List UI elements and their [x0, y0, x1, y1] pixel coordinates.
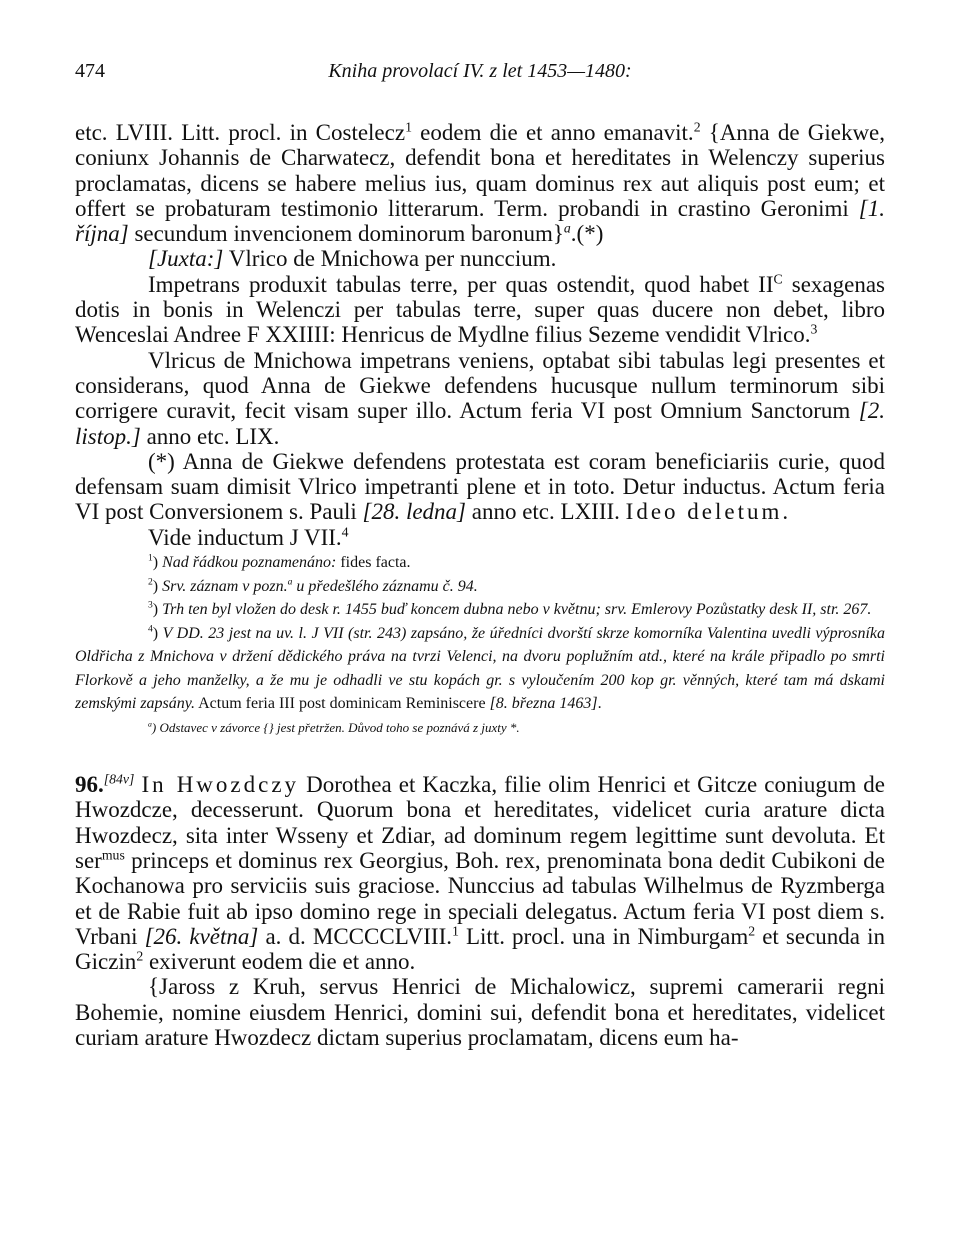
- paragraph: [75, 974, 885, 1050]
- footnote: $^a$) Odstavec v závorce {} jest přetržen. Důvod toho se poznává z juxty *.: [148, 719, 520, 735]
- text-run: fides facta.: [336, 554, 411, 572]
- text-run: anno etc. LXIII.: [466, 499, 626, 525]
- running-title: Kniha provolací IV. z let 1453—1480:: [328, 60, 632, 82]
- footnote-ref: 1: [451, 923, 459, 939]
- text-run: Trh ten byl vložen do desk r. 1455 buď koncem dubna nebo v květnu; srv. Emlerovy Pozůstatky desk II, str. 267.: [162, 601, 872, 619]
- text-run: Dorothea et Kaczka, filie olim Henrici et Gitcze coniugum de Hwozdcze, decesserunt. Quorum bona et hereditates, videlicet curia arature dicta Hwozdecz, sita inter Wsseny et Zdiar, ad dominum regem legittime sunt devoluta. Et ser: [75, 772, 886, 873]
- footnote: $^3$) Trh ten byl vložen do desk r. 1455 buď koncem dubna nebo v květnu; srv. Emlerovy Pozůstatky desk II, str. 267.: [148, 599, 872, 619]
- paragraph: [75, 772, 885, 974]
- footnote-mark: 3: [148, 599, 153, 611]
- footnote-mark: 1: [148, 552, 153, 564]
- text-run: Nad řádkou poznamenáno:: [162, 554, 337, 572]
- entry-number: 96.: [75, 772, 104, 798]
- footnote-ref: 2: [693, 119, 701, 135]
- text-run: Actum feria III post dominicam Reminiscere: [194, 695, 490, 713]
- footnote-mark: 4: [148, 623, 153, 635]
- spaced-text: Ideo deletum.: [625, 499, 792, 525]
- text-run: Srv. záznam v pozn.: [162, 577, 288, 595]
- text-run: sexagenas dotis in bonis in Welenczi per tabulas terre, super quas ducere non debet, libro Wenceslai Andree F XXIIII: Henricus de Mydlne filius Sezeme vendidit Vlrico.: [75, 271, 885, 348]
- entry-96: [75, 772, 885, 1050]
- date-gloss: [1. října]: [75, 195, 885, 247]
- superscript: a: [287, 576, 293, 588]
- text-run: anno etc. LIX.: [140, 423, 280, 449]
- document-page: [75, 60, 885, 1050]
- text-run: {Anna de Giekwe, coniunx Johannis de Charwatecz, defendit bona et hereditates in Welenczy superius proclamatas, dicens se habere melius ius, quam dominus rex aut aliquis post eum; et offert se probaturam testimonio litterarum. Term. probandi in crastino Geronimi: [75, 120, 886, 221]
- paragraph: [75, 120, 885, 246]
- paragraph: [75, 246, 885, 271]
- text-run: .: [597, 695, 602, 713]
- spaced-text: In Hwozdczy: [141, 772, 300, 798]
- footnote-ref: 4: [341, 524, 349, 540]
- superscript: C: [773, 271, 783, 287]
- text-run: u předešlého záznamu č. 94.: [292, 577, 478, 595]
- paragraph: [75, 272, 885, 348]
- text-run: Litt. procl. una in Nimburgam: [458, 923, 749, 949]
- date-gloss: [8. března 1463]: [489, 695, 598, 713]
- footnote-mark: 2: [148, 576, 153, 588]
- text-run: Vide inductum J VII.: [148, 524, 342, 550]
- superscript: mus: [101, 847, 125, 863]
- text-run: et secunda in Giczin: [75, 923, 885, 975]
- text-run: eodem die et anno emanavit.: [411, 120, 694, 145]
- text-run: Vlricus de Mnichowa impetrans veniens, optabat sibi tabulas legi presentes et considerans, quod Anna de Giekwe defendens hucusque nullum terminorum sibi corrigere curavit, fecit visam super illo. Actum feria VI post Omnium Sanctorum: [75, 347, 885, 424]
- main-text: [75, 120, 885, 550]
- text-run: exiverunt eodem die et anno.: [143, 949, 416, 975]
- text-run: Impetrans produxit tabulas terre, per quas ostendit, quod habet II: [148, 271, 774, 297]
- footnote-ref: 1: [405, 119, 412, 135]
- footnote-mark: a: [148, 719, 152, 729]
- date-gloss: [28. ledna]: [362, 499, 466, 525]
- text-run: Odstavec v závorce {} jest přetržen. Důvod toho se poznává z juxty *.: [159, 719, 520, 735]
- footnotes: [75, 551, 885, 739]
- footnote: $^4$) V DD. 23 jest na uv. l. J VII (str. 243) zapsáno, že úředníci dvorští skrze komorníka Valentina uvedli výprosníka Oldřicha z Mnichova v držení dědického práva na tvrzi Velenci, na dvoru poplužním atd., které na krále připadlo po smrti Florkově a jeho manželky, a že mu je odhadli ve stu kopách gr. s vyloučením 200 kop gr. věnných, které tam má dskami zemskými zapsány. Actum feria III post dominicam Reminiscere [8. března 1463].: [75, 623, 886, 713]
- page-header: [75, 60, 885, 90]
- page-number: 474: [75, 60, 105, 82]
- date-gloss: [2. listop.]: [75, 398, 885, 449]
- paragraph: [75, 449, 885, 525]
- footnote: $^2$) Srv. záznam v pozn.$^a$ u předešlého záznamu č. 94.: [148, 576, 478, 595]
- footnote: $^1$) Nad řádkou poznamenáno: fides facta.: [148, 552, 411, 572]
- paragraph: [75, 348, 885, 449]
- text-run: a. d. MCCCCLVIII.: [258, 923, 452, 949]
- text-run: princeps et dominus rex Georgius, Boh. rex, prenominata bona dedit Cubikoni de Kochanowa pro serviciis suis graciose. Nunccius ad tabulas Wilhelmus de Ryzmberga et de Rabie fuit ab ipso domino rege in speciali delegatus. Actum feria VI post diem s. Vrbani: [75, 847, 885, 949]
- footnote-ref: 3: [810, 321, 818, 337]
- text-run: etc. LVIII. Litt. procl. in Costelecz: [75, 120, 406, 145]
- footnote-ref: 2: [748, 923, 756, 939]
- text-run: {Jaross z Kruh, servus Henrici de Michalowicz, supremi camerarii regni Bohemie, nomine eiusdem Henrici, domini sui, defendit bona et hereditates, videlicet curiam arature Hwozdecz dictam superius proclamatam, dicens eum ha-: [75, 974, 885, 1051]
- juxta-label: [Juxta:]: [148, 246, 224, 272]
- date-gloss: [26. května]: [144, 923, 259, 949]
- footnote-ref: a: [563, 220, 571, 236]
- folio-mark: [84v]: [103, 771, 135, 787]
- text-run: .(*): [570, 221, 604, 247]
- text-run: (*) Anna de Giekwe defendens protestata est coram beneficiariis curie, quod defensam suam dimisit Vlrico impetranti plene et in toto. Detur inductus. Actum feria VI post Conversionem s. Pauli: [75, 448, 885, 525]
- paragraph: [75, 525, 885, 550]
- text-run: secundum invencionem dominorum baronum}: [128, 221, 564, 247]
- text-run: Vlrico de Mnichowa per nunccium.: [223, 246, 557, 272]
- footnote-ref: 2: [136, 948, 144, 964]
- text-run: V DD. 23 jest na uv. l. J VII (str. 243) zapsáno, že úředníci dvorští skrze komorníka Valentina uvedli výprosníka Oldřicha z Mnichova v držení dědického práva na tvrzi Velenci, na dvoru poplužním atd., které na krále připadlo po smrti Florkově a jeho manželky, a že mu je odhadli ve stu kopách gr. s vyloučením 200 kop gr. věnných, které tam má dskami zemskými zapsány.: [75, 624, 886, 713]
